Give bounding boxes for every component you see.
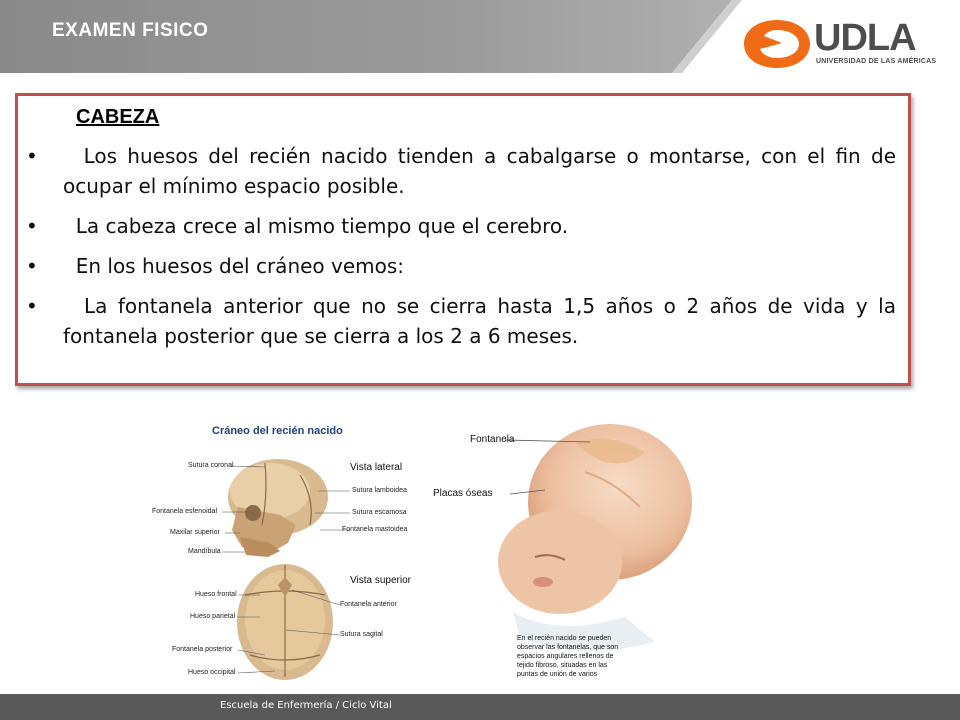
label-mandibula: Mandíbula xyxy=(188,548,221,555)
bullet-text: Los huesos del recién nacido tienden a cabalgarse o montarse, con el fin de ocupar el mínimo espacio posible. xyxy=(63,144,896,198)
bullet-marker: • xyxy=(26,254,38,278)
bullet-text: La fontanela anterior que no se cierra hasta 1,5 años o 2 años de vida y la fontanela posterior que se cierra a los 2 a 6 meses. xyxy=(63,294,896,348)
label-hueso-frontal: Hueso frontal xyxy=(195,591,237,598)
bullet-marker: • xyxy=(26,144,38,168)
udla-logo-icon xyxy=(742,16,812,72)
content-box xyxy=(15,93,911,386)
header-bar xyxy=(0,0,960,73)
bullet-item xyxy=(18,211,908,241)
bullet-item xyxy=(18,291,908,351)
logo-wordmark: UDLA xyxy=(814,17,916,59)
section-heading: CABEZA xyxy=(76,106,160,128)
label-fontanela: Fontanela xyxy=(470,434,515,445)
udla-logo xyxy=(742,16,942,72)
label-sutura-lamboidea: Sutura lamboidea xyxy=(352,487,407,494)
superior-view-label: Vista superior xyxy=(350,575,411,586)
footer-bar xyxy=(0,694,960,720)
bullet-text: En los huesos del cráneo vemos: xyxy=(75,254,405,278)
label-fontanela-posterior: Fontanela posterior xyxy=(172,646,233,653)
label-placas-oseas: Placas óseas xyxy=(433,488,493,499)
label-sutura-escamosa: Sutura escamosa xyxy=(352,509,407,516)
label-maxilar-superior: Maxilar superior xyxy=(170,529,220,536)
label-hueso-occipital: Hueso occipital xyxy=(188,669,236,676)
label-fontanela-mastoidea: Fontanela mastoidea xyxy=(342,526,408,533)
baby-figure-caption: En el recién nacido se pueden observar las fontanelas, que son espacios angulares rellenos de tejido fibroso, situadas en las puntas de unión de varios xyxy=(517,635,619,678)
label-hueso-parietal: Hueso parietal xyxy=(190,613,236,620)
label-sutura-coronal: Sutura coronal xyxy=(188,462,234,469)
lateral-view-label: Vista lateral xyxy=(350,462,403,473)
bullet-list xyxy=(18,141,908,361)
slide-title: EXAMEN FISICO xyxy=(52,20,209,41)
footer-text: Escuela de Enfermería / Ciclo Vital xyxy=(220,700,392,711)
bullet-marker: • xyxy=(26,214,38,238)
bullet-item xyxy=(18,141,908,201)
bullet-item xyxy=(18,251,908,281)
bullet-marker: • xyxy=(26,294,38,318)
label-sutura-sagital: Sutura sagital xyxy=(340,631,383,638)
baby-head-illustration xyxy=(425,412,705,687)
logo-subtitle: UNIVERSIDAD DE LAS AMÉRICAS xyxy=(816,58,937,65)
label-fontanela-anterior: Fontanela anterior xyxy=(340,601,397,608)
label-fontanela-esfenoidal: Fontanela esfenoidal xyxy=(152,508,217,515)
skull-figure-title: Cráneo del recién nacido xyxy=(212,425,343,437)
newborn-skull-diagram xyxy=(150,415,425,685)
bullet-text: La cabeza crece al mismo tiempo que el cerebro. xyxy=(75,214,569,238)
